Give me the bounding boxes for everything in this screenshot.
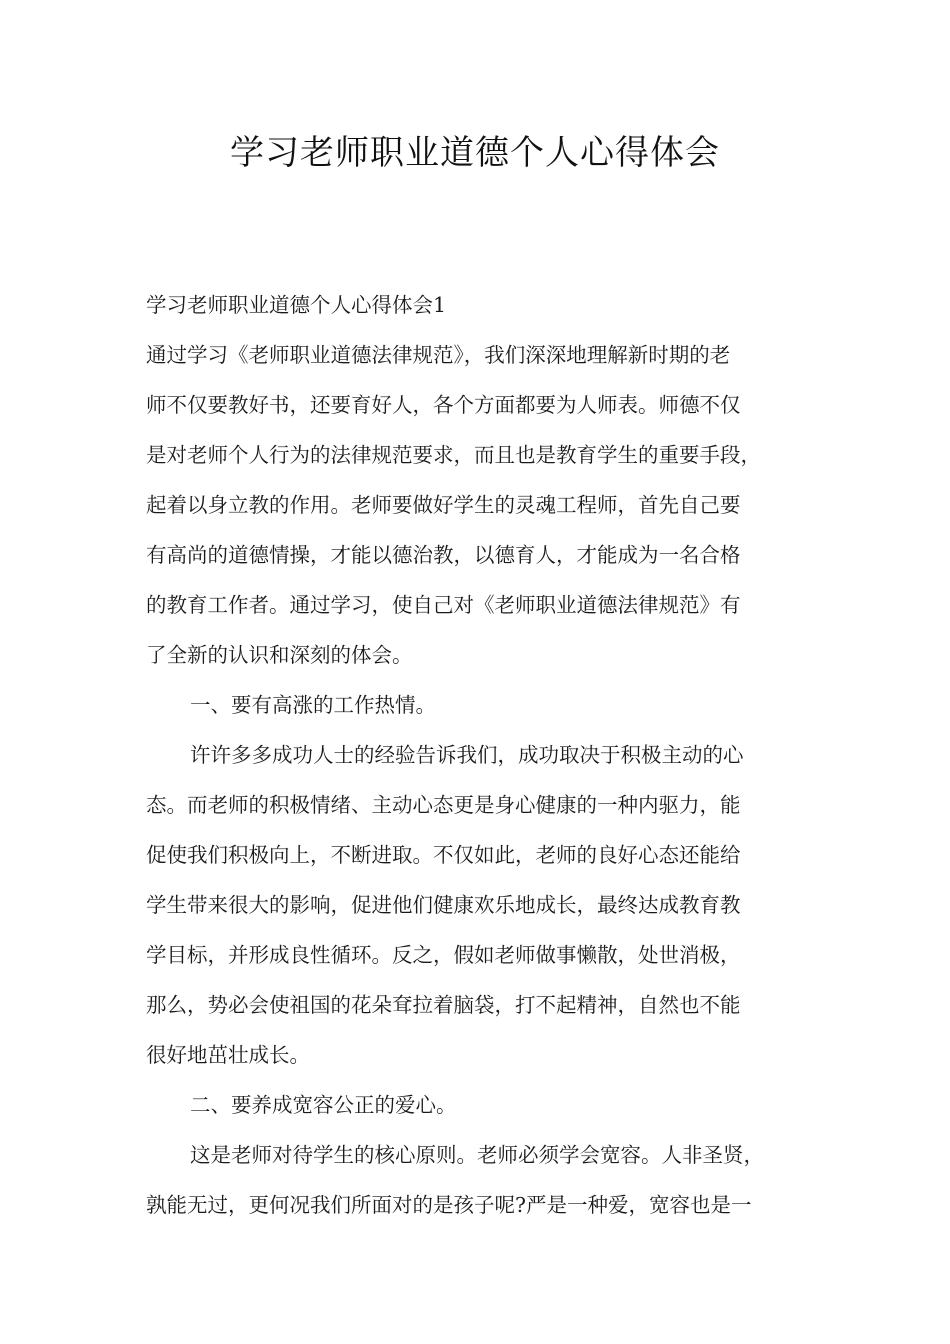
document-body <box>146 280 826 1230</box>
document-title: 学习老师职业道德个人心得体会 <box>230 133 720 173</box>
paragraph-line: 促使我们积极向上，不断进取。不仅如此，老师的良好心态还能给 <box>146 843 741 867</box>
paragraph-line: 是对老师个人行为的法律规范要求，而且也是教育学生的重要手段， <box>146 443 761 467</box>
paragraph-line: 态。而老师的积极情绪、主动心态更是身心健康的一种内驱力，能 <box>146 793 741 817</box>
paragraph-line: 学目标，并形成良性循环。反之，假如老师做事懒散，处世消极， <box>146 943 741 967</box>
paragraph-line: 孰能无过，更何况我们所面对的是孩子呢?严是一种爱，宽容也是一 <box>146 1193 752 1217</box>
paragraph-line: 的教育工作者。通过学习，使自己对《老师职业道德法律规范》有 <box>146 593 741 617</box>
paragraph-line: 起着以身立教的作用。老师要做好学生的灵魂工程师，首先自己要 <box>146 493 741 517</box>
paragraph-line: 有高尚的道德情操，才能以德治教，以德育人，才能成为一名合格 <box>146 543 741 567</box>
subheading-1: 一、要有高涨的工作热情。 <box>190 693 436 717</box>
paragraph-line: 很好地茁壮成长。 <box>146 1043 310 1067</box>
paragraph-line: 通过学习《老师职业道德法律规范》，我们深深地理解新时期的老 <box>146 343 731 367</box>
paragraph-line: 这是老师对待学生的核心原则。老师必须学会宽容。人非圣贤， <box>190 1143 764 1167</box>
paragraph-line: 了全新的认识和深刻的体会。 <box>146 643 413 667</box>
subheading-2: 二、要养成宽容公正的爱心。 <box>190 1093 457 1117</box>
paragraph-line: 学生带来很大的影响，促进他们健康欢乐地成长，最终达成教育教 <box>146 893 741 917</box>
paragraph-line: 那么，势必会使祖国的花朵耷拉着脑袋，打不起精神，自然也不能 <box>146 993 741 1017</box>
paragraph-line: 师不仅要教好书，还要育好人，各个方面都要为人师表。师德不仅 <box>146 393 741 417</box>
section-heading: 学习老师职业道德个人心得体会1 <box>146 293 447 317</box>
paragraph-line: 许许多多成功人士的经验告诉我们，成功取决于积极主动的心 <box>190 743 744 767</box>
